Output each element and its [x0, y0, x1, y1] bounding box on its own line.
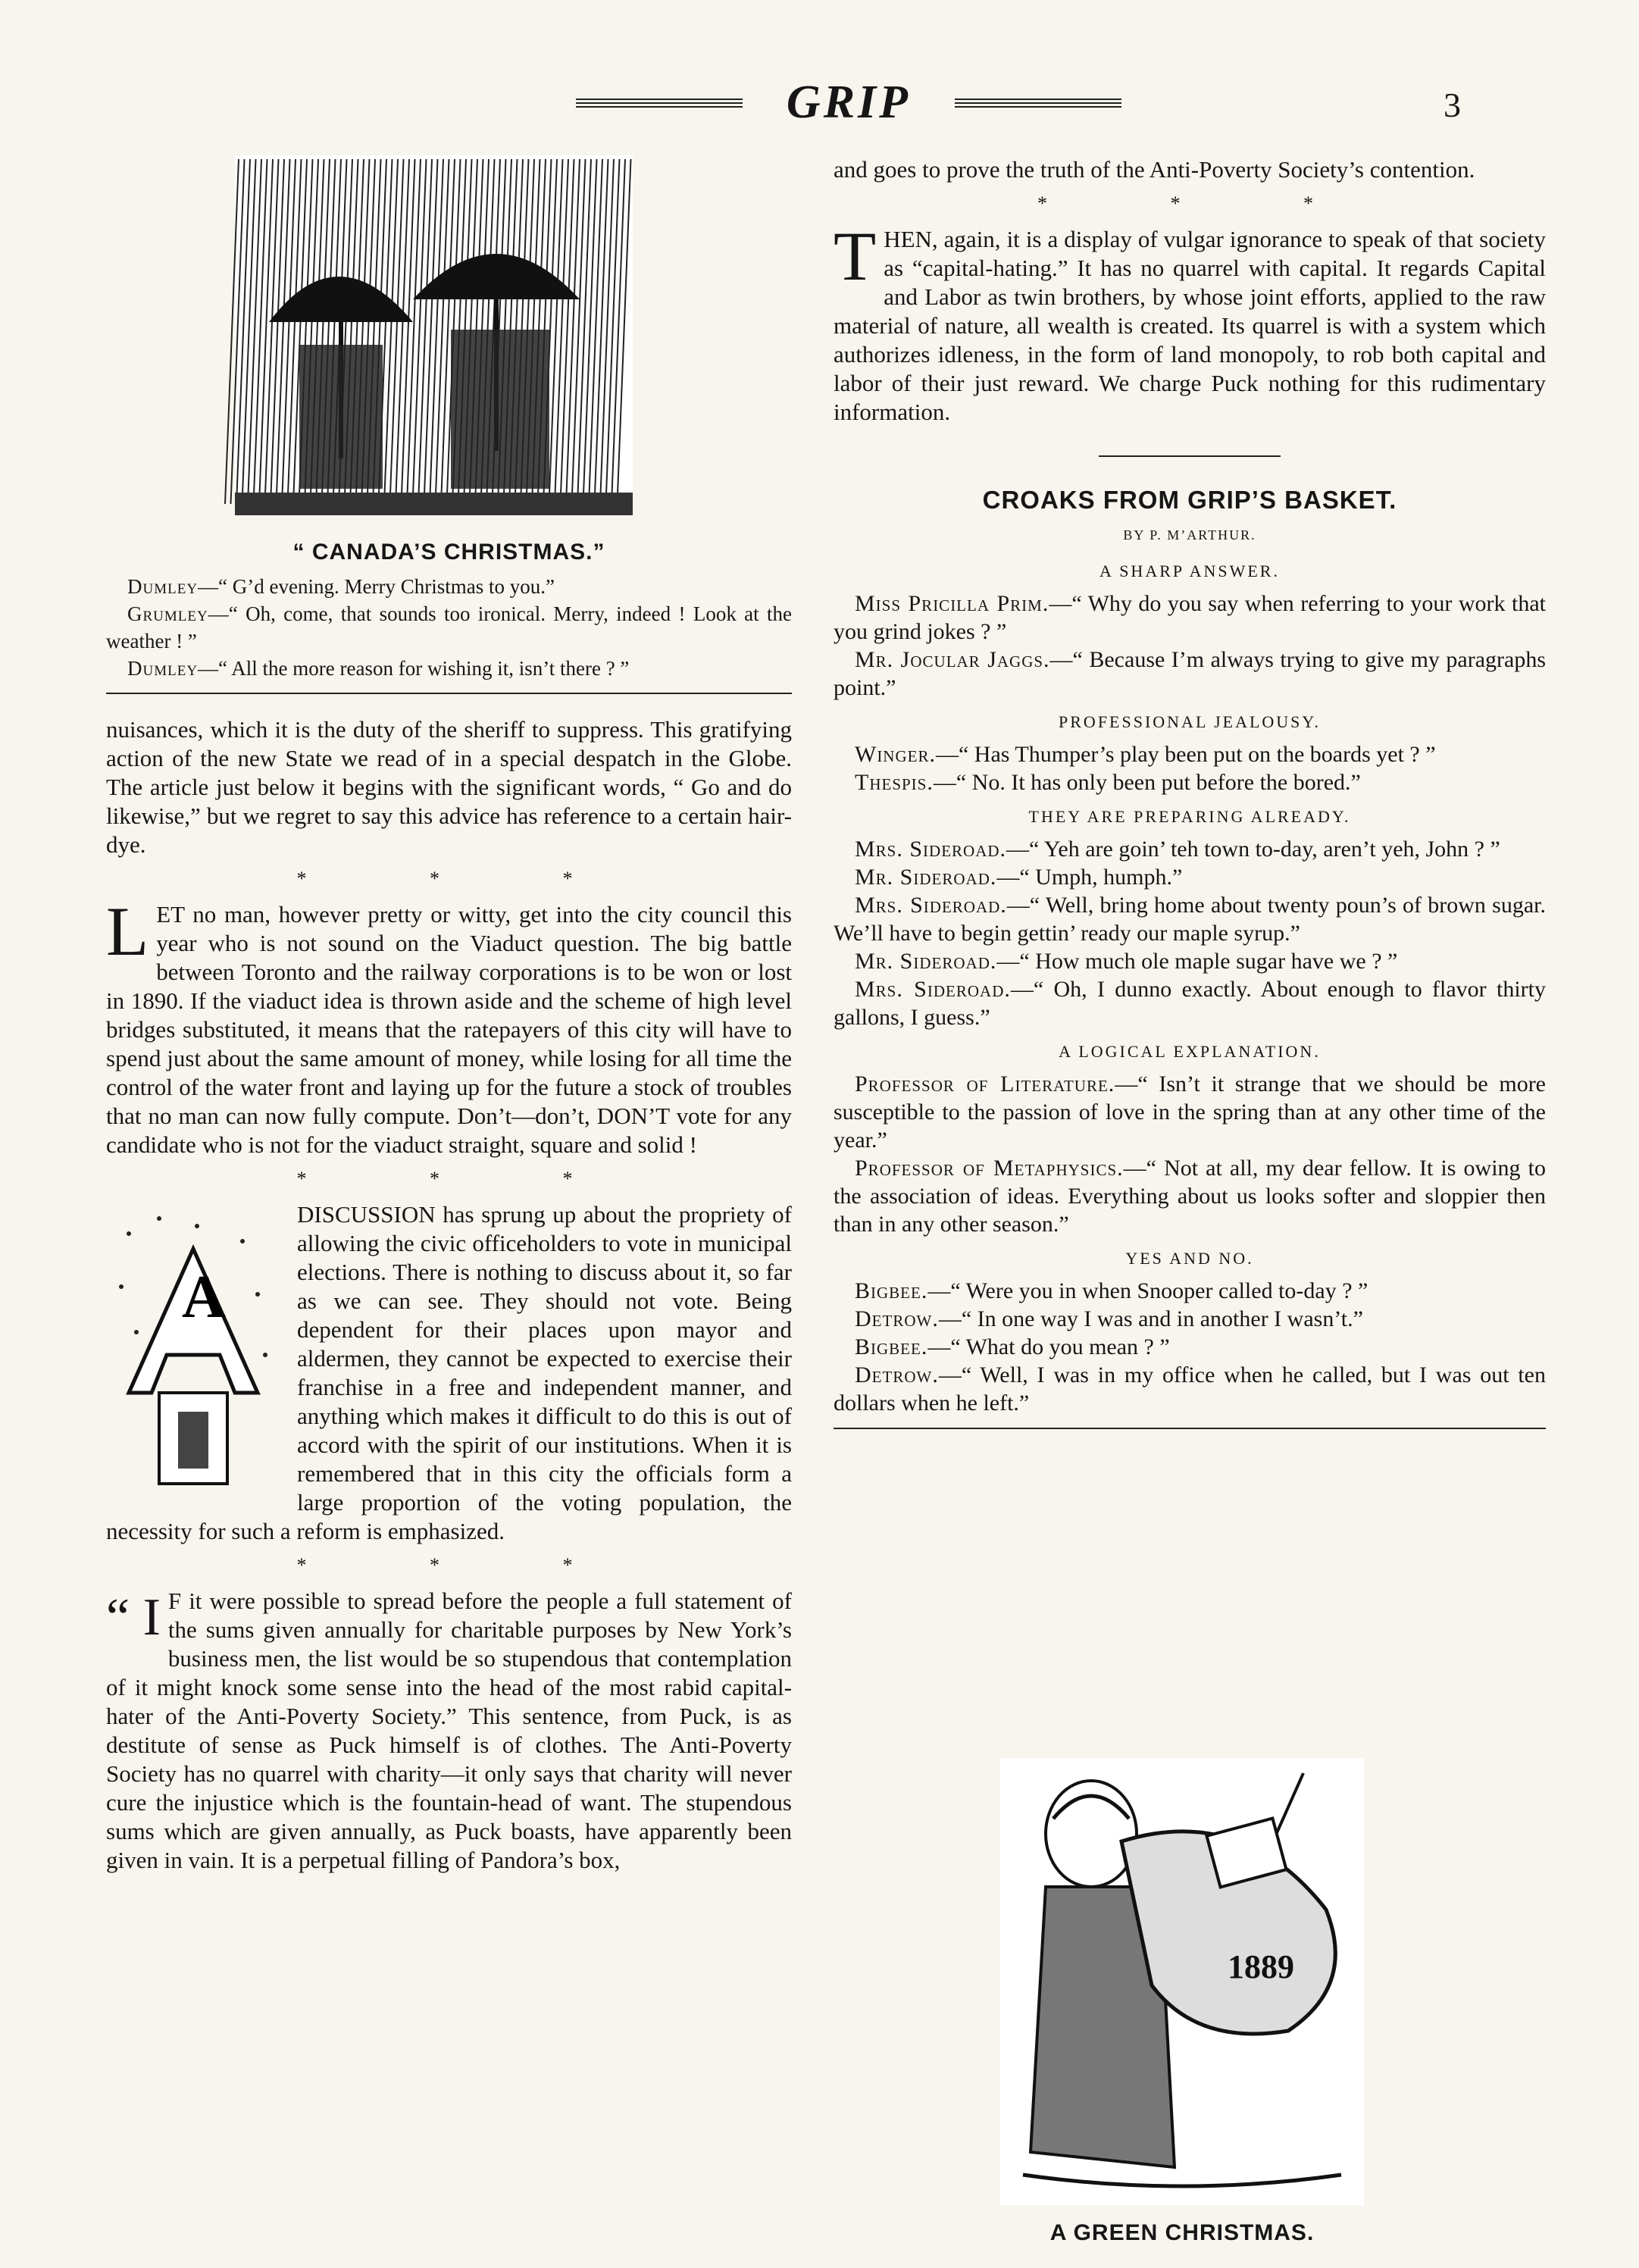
dialogue-line: Thespis.—“ No. It has only been put before the bored.”	[855, 770, 1361, 795]
santa-with-sack-illustration	[1000, 1758, 1364, 2205]
decorated-initial-a-icon	[106, 1203, 280, 1491]
canada-christmas-caption	[106, 573, 792, 682]
line-text: —“ G’d evening. Merry Christmas to you.”	[198, 575, 555, 598]
sack-label: 1889	[1228, 1948, 1294, 1985]
section-break: * * *	[1037, 192, 1372, 214]
speaker: Dumley	[127, 575, 199, 598]
caption-line	[106, 600, 792, 655]
section-break: * * *	[296, 1554, 632, 1576]
subhead: YES AND NO.	[1125, 1249, 1254, 1268]
line-text: —“ Oh, come, that sounds too ironical. Merry, indeed ! Look at the weather ! ”	[106, 602, 792, 652]
subhead: A LOGICAL EXPLANATION.	[1059, 1042, 1321, 1061]
paragraph-capital: THEN, again, it is a display of vulgar ignorance to speak of that society as “capital-hating.” It has no quarrel with capital. It regards Capital and Labor as twin brothers, by whose joint efforts, applied to the raw material of nature, all wealth is created. Its quarrel is with a system which authorizes idleness, in the form of land monopoly, to rob both capital and labor of their just reward. We charge Puck nothing for this rudimentary information.	[834, 217, 1546, 425]
masthead-rule-right	[955, 99, 1121, 109]
paragraph-contention: and goes to prove the truth of the Anti-Poverty Society’s contention.	[834, 156, 1475, 183]
dialogue-line: Mrs. Sideroad.—“ Well, bring home about twenty poun’s of brown sugar. We’ll have to begin gettin’ ready our maple syrup.”	[834, 893, 1546, 946]
paragraph-discussion: A DISCUSSION has sprung up about the propriety of allowing the civic officeholders to vote in municipal elections. There is nothing to discuss about it, so far as we can see. They should not vote. Being dependent for their places upon mayor and aldermen, they cannot be expected to exercise their franchise in a free and independent manner, and anything which makes it difficult to do this is out of accord with the spirit of our institutions. When it is remembered that in this city the officials form a large proportion of the voting population, the necessity for such a reform is emphasized.	[106, 1201, 792, 1544]
paragraph-viaduct: LET no man, however pretty or witty, get into the city council this year who is not sound on the Viaduct question. The big battle between Toronto and the railway corporations is to be won or lost in 1890. If the viaduct idea is thrown aside and the scheme of high level bridges substituted, it means that the ratepayers of this city will have to spend just about the same amount of money, while losing for all time the control of the water front and laying up for the future a stock of troubles that no man can now fully compute. Don’t—don’t, DON’T vote for any candidate who is not for the viaduct straight, square and solid !	[106, 893, 792, 1158]
drop-cap: “ I	[106, 1588, 161, 1647]
dialogue-line: Bigbee.—“ What do you mean ? ”	[855, 1334, 1170, 1359]
dialogue-line: Detrow.—“ In one way I was and in another I wasn’t.”	[855, 1306, 1363, 1331]
subhead: A SHARP ANSWER.	[1099, 562, 1280, 580]
dialogue-line: Professor of Literature.—“ Isn’t it strange that we should be more susceptible to the passion of love in the spring than at any other time of the year.”	[834, 1071, 1546, 1153]
right-column	[834, 155, 1546, 1429]
subhead: PROFESSIONAL JEALOUSY.	[1059, 712, 1321, 731]
dialogue-line: Mr. Sideroad.—“ How much ole maple sugar have we ? ”	[855, 949, 1398, 974]
left-column	[106, 538, 792, 1875]
drop-cap: T	[834, 217, 877, 295]
green-christmas-caption: A GREEN CHRISTMAS.	[1049, 2220, 1315, 2245]
dialogue-line: Detrow.—“ Well, I was in my office when he called, but I was out ten dollars when he left.”	[834, 1362, 1546, 1416]
caption-line	[106, 655, 792, 682]
dialogue-line: Miss Pricilla Prim.—“ Why do you say when referring to your work that you grind jokes ? ”	[834, 591, 1547, 644]
section-break: * * *	[296, 1168, 632, 1190]
speaker: Grumley	[127, 602, 208, 625]
croaks-title: CROAKS FROM GRIP’S BASKET.	[982, 486, 1397, 514]
paragraph-puck: “ I F it were possible to spread before the people a full statement of the sums given annually for charitable purposes by New York’s business men, the list would be so stupendous that contemplation of it might knock some sense into the head of the most rabid capital-hater of the Anti-Poverty Society.” This sentence, from Puck, is as destitute of sense as Puck himself is of clothes. The Anti-Poverty Society has no quarrel with charity—it only says that charity will never cure the injustice which is the fountain-head of want. The stupendous sums which are given annually, as Puck boasts, have apparently been given in vain. It is a perpetual filling of Pandora’s box,	[106, 1588, 792, 1873]
dialogue-line: Professor of Metaphysics.—“ Not at all, my dear fellow. It is owing to the association of ideas. Everything about us looks softer and sloppier then than in any other season.”	[834, 1156, 1546, 1237]
byline: BY P. M’ARTHUR.	[1123, 527, 1256, 543]
caption-line	[106, 573, 792, 600]
speaker: Dumley	[127, 657, 199, 680]
dialogue-line: Winger.—“ Has Thumper’s play been put on the boards yet ? ”	[855, 742, 1436, 767]
svg-text:A: A	[182, 1264, 226, 1331]
canada-christmas-caption-title: “ CANADA’S CHRISTMAS.”	[292, 540, 605, 565]
short-divider	[1099, 455, 1281, 457]
dialogue-line: Mrs. Sideroad.—“ Oh, I dunno exactly. About enough to flavor thirty gallons, I guess.”	[834, 977, 1546, 1030]
divider	[106, 693, 792, 694]
dialogue-line: Mr. Sideroad.—“ Umph, humph.”	[855, 865, 1183, 890]
croaks-content	[834, 557, 1546, 1417]
section-break: * * *	[296, 868, 632, 890]
dialogue-line: Mrs. Sideroad.—“ Yeh are goin’ teh town to-day, aren’t yeh, John ? ”	[855, 837, 1500, 862]
page-number: 3	[1444, 86, 1461, 124]
line-text: —“ All the more reason for wishing it, isn’t there ? ”	[198, 657, 630, 680]
subhead: THEY ARE PREPARING ALREADY.	[1028, 807, 1351, 826]
divider	[834, 1428, 1546, 1429]
umbrella-rain-illustration	[224, 148, 648, 530]
paragraph-nuisances: nuisances, which it is the duty of the sheriff to suppress. This gratifying action of the new State we read of in a special despatch in the Globe. The article just below it begins with the significant words, “ Go and do likewise,” but we regret to say this advice has reference to a certain hair-dye.	[106, 716, 792, 858]
masthead-title: GRIP	[786, 77, 912, 128]
masthead	[576, 76, 1121, 129]
drop-cap: L	[106, 893, 149, 970]
dialogue-line: Mr. Jocular Jaggs.—“ Because I’m always trying to give my paragraphs point.”	[834, 647, 1546, 700]
dialogue-line: Bigbee.—“ Were you in when Snooper called to-day ? ”	[855, 1278, 1368, 1303]
